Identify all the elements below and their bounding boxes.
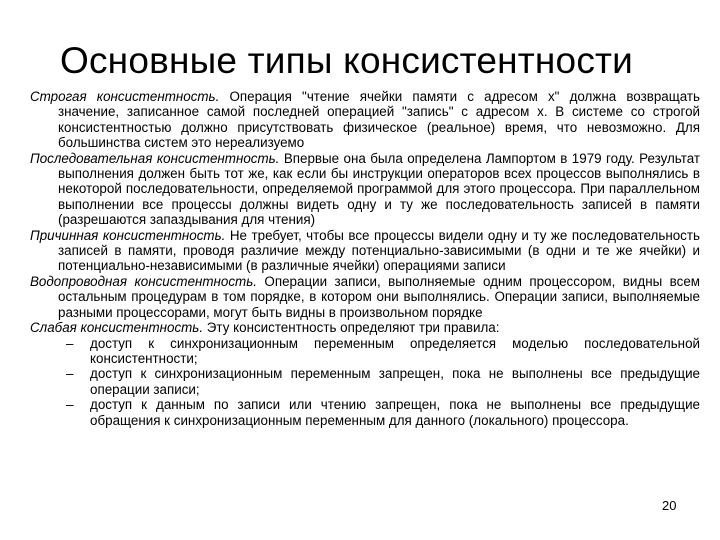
rule-text: доступ к синхронизационным переменным запрещен, пока не выполнены все предыдущие операции записи; <box>90 366 700 397</box>
slide-body <box>30 89 700 428</box>
dash-bullet: – <box>66 335 74 351</box>
dash-bullet: – <box>66 366 74 382</box>
paragraph-strict <box>30 89 700 151</box>
term-sequential: Последовательная консистентность. <box>30 150 280 166</box>
text-sequential: Впервые она была определена Лампортом в 1979 году. Результат выполнения должен быть тот же, как если бы инструкции операторов всех процессов выполнялись в некоторой последовательности, определяемой программой для этого процессора. При параллельном выполнении все процессы должны видеть одну и ту же последовательность записей в памяти (разрешаются запаздывания для чтения) <box>58 150 700 228</box>
paragraph-weak <box>30 320 700 335</box>
dash-bullet: – <box>66 397 74 413</box>
paragraph-sequential <box>30 151 700 228</box>
term-causal: Причинная консистентность. <box>30 227 226 243</box>
text-pipelined: Операции записи, выполняемые одним процессором, видны всем остальным процедурам в том порядке, в котором они выполнялись. Операции записи, выполняемые разными процессорами, могут быть видны в произвольном порядке <box>58 273 700 320</box>
page-number: 20 <box>662 498 677 513</box>
rule-item <box>30 366 700 397</box>
term-strict: Строгая консистентность. <box>30 89 220 104</box>
term-weak: Слабая консистентность. <box>30 320 204 336</box>
text-weak: Эту консистентность определяют три правила: <box>203 320 500 336</box>
text-strict: Операция "чтение ячейки памяти с адресом x" должна возвращать значение, записанное самой последней операцией "запись" с адресом x. В системе со строгой консистентностью должно присутствовать физическое (реальное) время, что невозможно. Для большинства систем это нереализуемо <box>58 89 701 151</box>
term-pipelined: Водопроводная консистентность. <box>30 273 257 289</box>
rule-item <box>30 397 700 428</box>
rule-text: доступ к синхронизационным переменным определяется моделью последовательной консистентности; <box>90 335 700 366</box>
rule-item <box>30 336 700 367</box>
text-causal: Не требует, чтобы все процессы видели одну и ту же последовательность записей в памяти, проводя различие между потенциально-зависимыми (в одни и те же ячейки) и потенциально-независимыми (в различные ячейки) операциями записи <box>58 227 700 274</box>
rule-text: доступ к данным по записи или чтению запрещен, пока не выполнены все предыдущие обращения к синхронизационным переменным для данного (локального) процессора. <box>90 397 700 428</box>
paragraph-pipelined <box>30 274 700 320</box>
slide-title: Основные типы консистентности <box>60 40 634 81</box>
paragraph-causal <box>30 228 700 274</box>
